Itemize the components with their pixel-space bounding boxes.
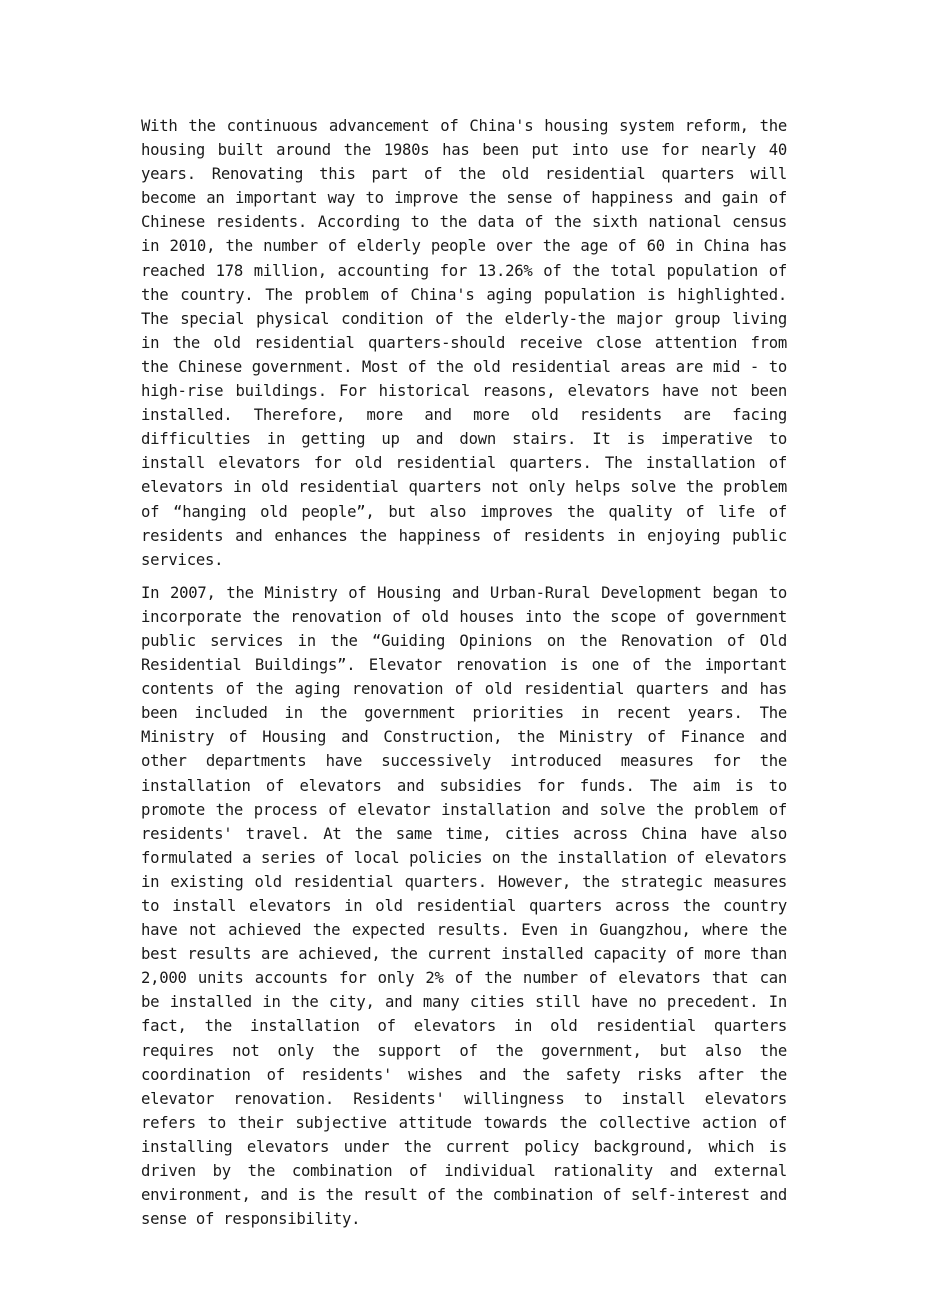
document-body <box>141 114 787 1240</box>
paragraph-elevator-policy: In 2007, the Ministry of Housing and Urban-Rural Development began to incorporate the renovation of old houses into the scope of government public services in the “Guiding Opinions on the Renovation of Old Residential Buildings”. Elevator renovation is one of the important contents of the aging renovation of old residential quarters and has been included in the government priorities in recent years. The Ministry of Housing and Construction, the Ministry of Finance and other departments have successively introduced measures for the installation of elevators and subsidies for funds. The aim is to promote the process of elevator installation and solve the problem of residents' travel. At the same time, cities across China have also formulated a series of local policies on the installation of elevators in existing old residential quarters. However, the strategic measures to install elevators in old residential quarters across the country have not achieved the expected results. Even in Guangzhou, where the best results are achieved, the current installed capacity of more than 2,000 units accounts for only 2% of the number of elevators that can be installed in the city, and many cities still have no precedent. In fact, the installation of elevators in old residential quarters requires not only the support of the government, but also the coordination of residents' wishes and the safety risks after the elevator renovation. Residents' willingness to install elevators refers to their subjective attitude towards the collective action of installing elevators under the current policy background, which is driven by the combination of individual rationality and external environment, and is the result of the combination of self-interest and sense of responsibility. <box>141 583 787 1229</box>
paragraph-housing-reform: With the continuous advancement of China's housing system reform, the housing built around the 1980s has been put into use for nearly 40 years. Renovating this part of the old residential quarters will become an important way to improve the sense of happiness and gain of Chinese residents. According to the data of the sixth national census in 2010, the number of elderly people over the age of 60 in China has reached 178 million, accounting for 13.26% of the total population of the country. The problem of China's aging population is highlighted. The special physical condition of the elderly-the major group living in the old residential quarters-should receive close attention from the Chinese government. Most of the old residential areas are mid - to high-rise buildings. For historical reasons, elevators have not been installed. Therefore, more and more old residents are facing difficulties in getting up and down stairs. It is imperative to install elevators for old residential quarters. The installation of elevators in old residential quarters not only helps solve the problem of “hanging old people”, but also improves the quality of life of residents and enhances the happiness of residents in enjoying public services. <box>141 117 787 569</box>
